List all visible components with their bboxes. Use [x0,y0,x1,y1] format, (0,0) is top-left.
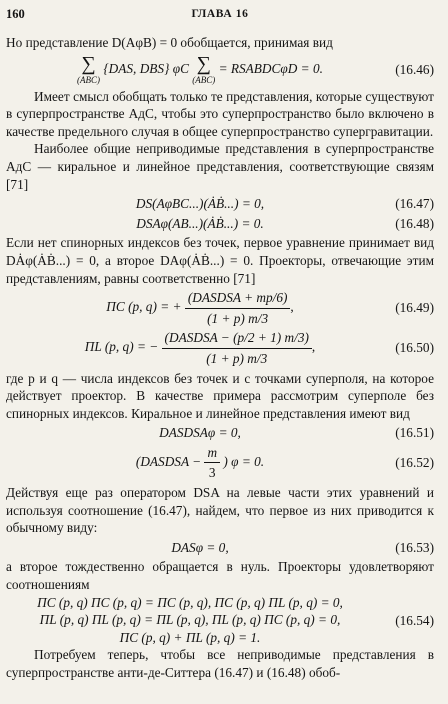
paragraph-6: Действуя еще раз оператором DSA на левые части этих уравнений и используя соотношение (16.47), найдем, что первое из них приводится к обычному виду: [6,485,434,536]
page-number: 160 [6,7,25,21]
fraction [204,444,220,482]
numerator: (DASDSA + mp/6) [185,289,291,309]
equation-16-46: ∑ (ABC) {DAS, DBS} φC ∑ (ABC) = RSABDCφD = 0. (16.46) [77,52,434,85]
page-body [6,34,434,682]
eq-16-53-body: DASφ = 0, [171,539,229,555]
equation-number: (16.52) [395,455,434,471]
equation-16-47 [6,195,434,213]
eq-16-51-body: DASDSAφ = 0, [159,425,241,441]
paragraph-4: Если нет спинорных индексов без точек, первое уравнение принимает вид DȦφ(ȦḂ...) = 0, а второе DAφ(ȦḂ...) = 0. Проекторы, отвечающие этим представлениям, равны соответственно [71] [6,235,434,286]
paragraph-1: Но представление D(AφB) = 0 обобщается, принимая вид [6,35,333,50]
equation-16-51 [6,424,434,442]
eq-16-52-part-a: (DASDSA − [135,454,202,470]
equation-16-52 [6,444,434,482]
equation-number: (16.48) [395,215,434,231]
denominator: (1 + p) m/3 [206,350,268,366]
running-header [6,6,434,24]
equation-number: (16.54) [395,612,434,628]
eq-16-46-lhs: {DAS, DBS} φC [103,60,189,76]
equation-number: (16.46) [395,61,434,77]
eq-16-50-lhs: ΠL (p, q) = − [84,339,159,355]
equation-number: (16.49) [395,300,434,316]
equation-number: (16.50) [395,340,434,356]
equation-number: (16.53) [395,539,434,555]
eq-16-47-body: DS(AφBC...)(ȦḂ...) = 0, [135,196,265,212]
equation-number: (16.51) [395,425,434,441]
equation-16-49: ΠC (p, q) = + $\frac{\text{(DASDSA + mp/6)}}{(1 + p) m/3}$ , (16.49) [106,290,434,326]
fraction [185,289,291,327]
paragraph-8: Потребуем теперь, чтобы все неприводимые представления в суперпространстве анти-де-Ситтера (16.47) и (16.48) обоб- [6,647,434,680]
sum-limit: (ABC) [77,74,101,85]
sum-limit: (ABC) [192,74,216,85]
projector-relation-row: ΠC (p, q) ΠC (p, q) = ΠC (p, q), ΠC (p, q) ΠL (p, q) = 0, [37,594,343,610]
paragraph-7: а второе тождественно обращается в нуль. Проекторы удовлетворяют соотношениям [6,559,434,593]
paragraph-3: Наиболее общие неприводимые представления в суперпространстве АдС — киральное и линейное представления, соответствующие связям [71] [6,141,434,192]
paragraph-2: Имеет смысл обобщать только те представления, которые существуют в суперпространстве АдС, чтобы это суперпространство было включено в качестве предельного случая в общее суперпространство супергравитации. [6,88,434,139]
eq-16-52-part-b: ) φ = 0. [223,454,265,470]
numerator: (DASDSA − (p/2 + 1) m/3) [162,329,312,349]
eq-16-48-body: DSAφ(AB...)(ȦḂ...) = 0. [136,215,264,231]
equation-16-53 [6,539,434,557]
projector-relation-row: ΠC (p, q) + ΠL (p, q) = 1. [119,629,261,645]
eq-16-49-lhs: ΠC (p, q) = + [106,299,182,315]
fraction [162,329,312,367]
equation-number: (16.47) [395,196,434,212]
equation-16-54 [6,594,434,647]
denominator: (1 + p) m/3 [207,310,269,326]
denominator: 3 [208,465,216,481]
projector-relation-row: ΠL (p, q) ΠL (p, q) = ΠL (p, q), ΠL (p, q) ΠC (p, q) = 0, [39,612,341,628]
eq-16-46-rhs: = RSABDCφD = 0. [218,60,323,76]
paragraph-5: где p и q — числа индексов без точек и с точками суперполя, на которое действует проектор. В качестве примера рассмотрим суперполе без спинорных индексов. Киральное и линейное представления имеют вид [6,370,434,421]
equation-16-48 [6,215,434,233]
chapter-title: ГЛАВА 16 [191,8,249,20]
equation-16-50: ΠL (p, q) = − $\frac{\text{(DASDSA − (p/2 + 1) m/3)}}{(1 + p) m/3}$ , (16.50) [84,330,434,366]
numerator: m [204,444,220,464]
